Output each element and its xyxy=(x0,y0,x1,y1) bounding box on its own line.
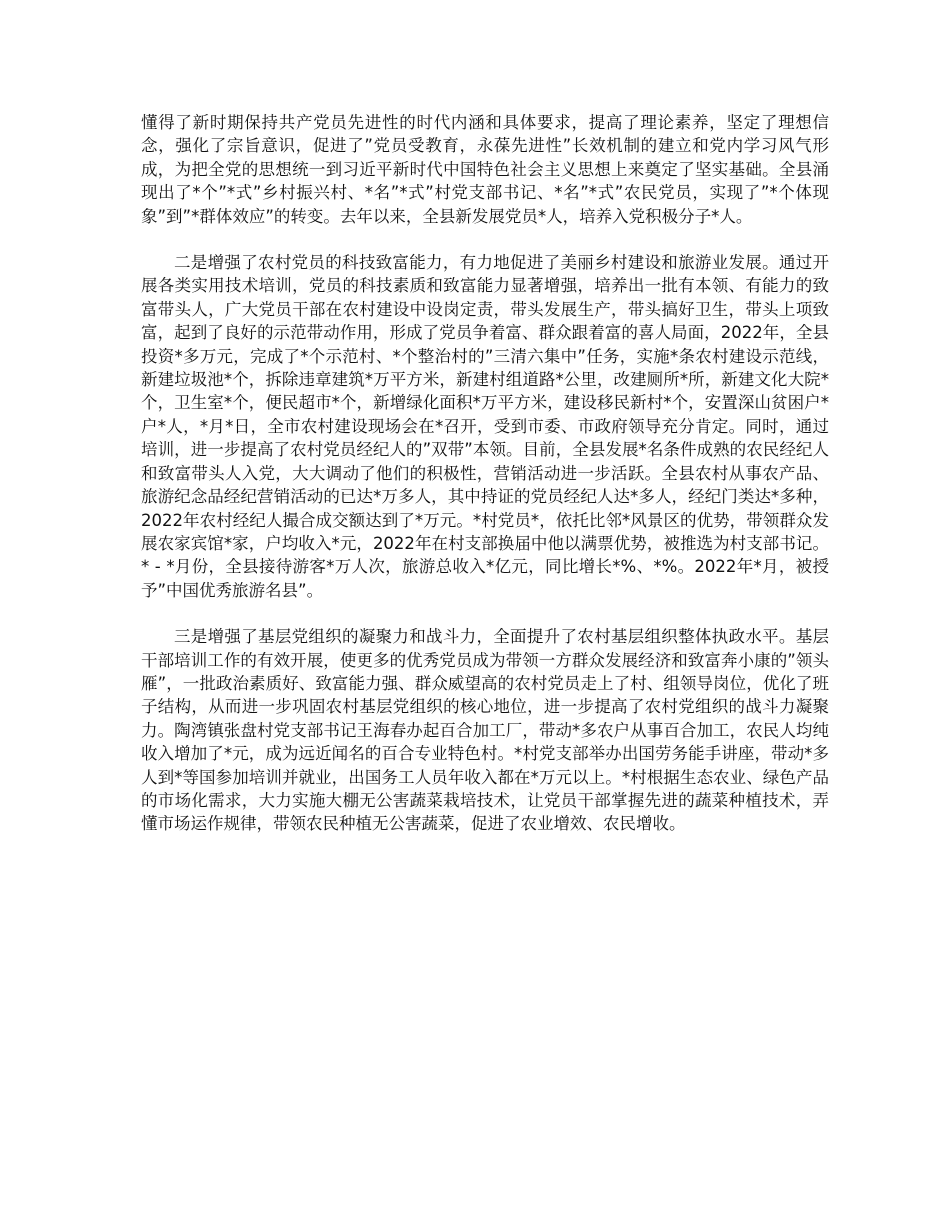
paragraph-2: 二是增强了农村党员的科技致富能力，有力地促进了美丽乡村建设和旅游业发展。通过开展各类实用技术培训，党员的科技素质和致富能力显著增强，培养出一批有本领、有能力的致富带头人，广大党员干部在农村建设中设岗定责，带头发展生产，带头搞好卫生，带头上项致富，起到了良好的示范带动作用，形成了党员争着富、群众跟着富的喜人局面，2022年，全县投资*多万元，完成了*个示范村、*个整治村的”三清六集中”任务，实施*条农村建设示范线，新建垃圾池*个，拆除违章建筑*万平方米，新建村组道路*公里，改建厕所*所，新建文化大院*个，卫生室*个，便民超市*个，新增绿化面积*万平方米，建设移民新村*个，安置深山贫困户*户*人，*月*日，全市农村建设现场会在*召开，受到市委、市政府领导充分肯定。同时，通过培训，进一步提高了农村党员经纪人的”双带”本领。目前，全县发展*名条件成熟的农民经纪人和致富带头人入党，大大调动了他们的积极性，营销活动进一步活跃。全县农村从事农产品、旅游纪念品经纪营销活动的已达*万多人，其中持证的党员经纪人达*多人，经纪门类达*多种，2022年农村经纪人撮合成交额达到了*万元。*村党员*，依托比邻*风景区的优势，带领群众发展农家宾馆*家，户均收入*元，2022年在村支部换届中他以满票优势，被推选为村支部书记。* - *月份，全县接待游客*万人次，旅游总收入*亿元，同比增长*%、*%。2022年*月，被授予”中国优秀旅游名县”。 xyxy=(141,253,829,600)
paragraph-3: 三是增强了基层党组织的凝聚力和战斗力，全面提升了农村基层组织整体执政水平。基层干部培训工作的有效开展，使更多的优秀党员成为带领一方群众发展经济和致富奔小康的”领头雁”，一批政治素质好、致富能力强、群众威望高的农村党员走上了村、组领导岗位，优化了班子结构，从而进一步巩固农村基层党组织的核心地位，进一步提高了农村党组织的战斗力凝聚力。陶湾镇张盘村党支部书记王海春办起百合加工厂，带动*多农户从事百合加工，农民人均纯收入增加了*元，成为远近闻名的百合专业特色村。*村党支部举办出国劳务能手讲座，带动*多人到*等国参加培训并就业，出国务工人员年收入都在*万元以上。*村根据生态农业、绿色产品的市场化需求，大力实施大棚无公害蔬菜栽培技术，让党员干部掌握先进的蔬菜种植技术，弄懂市场运作规律，带领农民种植无公害蔬菜，促进了农业增效、农民增收。 xyxy=(141,627,829,834)
paragraph-1: 懂得了新时期保持共产党员先进性的时代内涵和具体要求，提高了理论素养，坚定了理想信念，强化了宗旨意识，促进了”党员受教育，永葆先进性”长效机制的建立和党内学习风气形成，为把全党的思想统一到习近平新时代中国特色社会主义思想上来奠定了坚实基础。全县涌现出了*个”*式”乡村振兴村、*名”*式”村党支部书记、*名”*式”农民党员，实现了”*个体现象”到”*群体效应”的转变。去年以来，全县新发展党员*人，培养入党积极分子*人。 xyxy=(141,113,829,226)
document-body xyxy=(141,111,829,859)
